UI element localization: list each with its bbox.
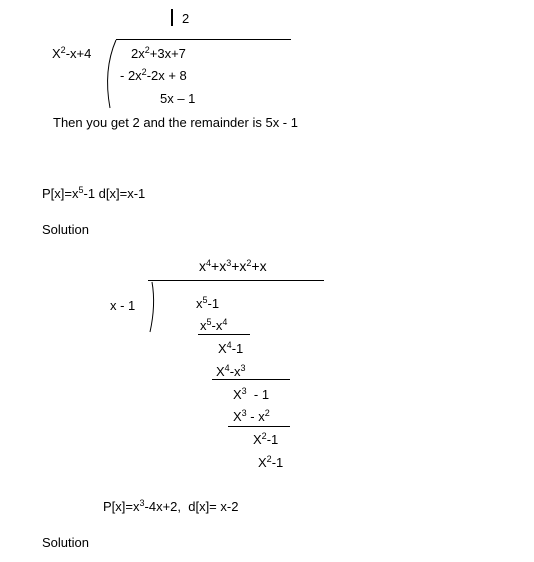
- solution-label-2: Solution: [42, 222, 89, 237]
- step-row: $X^2-1$: [258, 454, 284, 470]
- step-line: [228, 426, 290, 427]
- step-row: $X^3 - 1$: [233, 386, 270, 402]
- step-line: [212, 379, 290, 380]
- step-row: $x^5-1$: [196, 295, 220, 311]
- solution-label-3: Solution: [42, 535, 89, 550]
- step-row: $X^4-1$: [218, 340, 244, 356]
- conclusion-text: Then you get 2 and the remainder is 5x - 1: [53, 115, 298, 130]
- step-row: $X^4-x^3$: [216, 363, 246, 379]
- step-row: $X^2-1$: [253, 431, 279, 447]
- step-line: [198, 334, 250, 335]
- divisor-1: $X^2-x+4$: [52, 45, 92, 61]
- step-row: $x^5-x^4$: [200, 317, 228, 333]
- remainder-1: 5x – 1: [160, 91, 196, 106]
- division-line-2: [148, 280, 324, 281]
- subtract-row-1: - $2x^2-2x + 8$: [120, 67, 187, 83]
- quotient-2: $x^4+x^3+x^2+x$: [199, 258, 267, 274]
- problem-3-statement: $P[x]=x^3-4x+2$, d[x]= x-2: [103, 498, 239, 514]
- problem-2-statement: $P[x]=x^5-1$ d[x]=x-1: [42, 185, 146, 201]
- divisor-2: x - 1: [110, 298, 136, 313]
- quotient-1: 2: [182, 11, 190, 26]
- dividend-1: $2x^2+3x+7$: [131, 45, 186, 61]
- step-row: $X^3 - x^2$: [233, 408, 270, 424]
